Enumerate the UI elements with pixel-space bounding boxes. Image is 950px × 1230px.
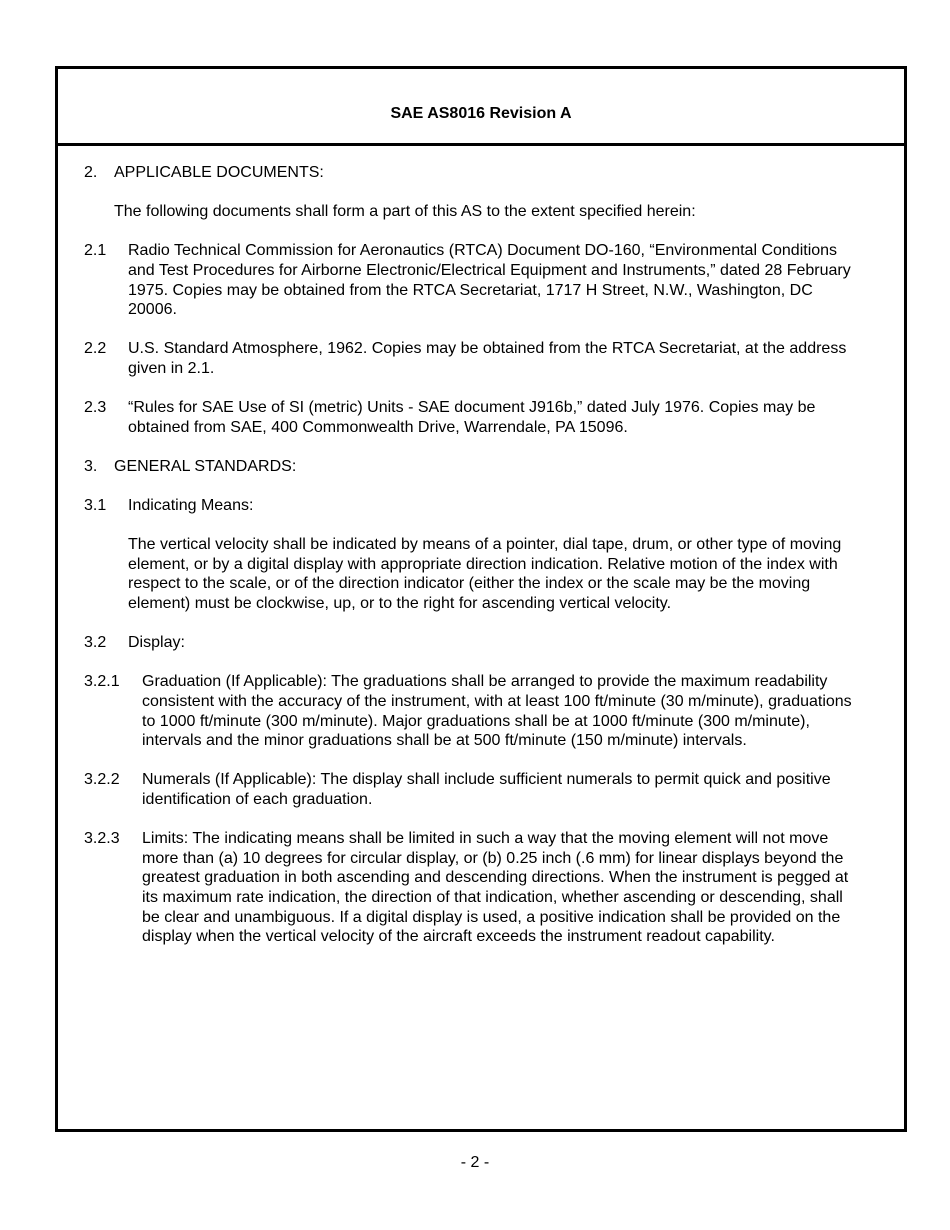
section-number: 3.2.2	[84, 771, 120, 789]
section-2-1	[84, 241, 884, 319]
section-heading: Indicating Means:	[128, 497, 254, 515]
section-text: “Rules for SAE Use of SI (metric) Units - SAE document J916b,” dated July 1976. Copies may be obtained from SAE, 400 Commonwealth Drive, Warrendale, PA 15096.	[128, 399, 816, 436]
section-number: 3.1	[84, 497, 107, 515]
section-3-2-1	[84, 672, 884, 750]
document-title: SAE AS8016 Revision A	[390, 105, 572, 122]
document-header	[58, 69, 904, 146]
section-number: 2.	[84, 164, 98, 181]
section-2-2	[84, 339, 884, 378]
section-text: U.S. Standard Atmosphere, 1962. Copies may be obtained from the RTCA Secretariat, at the address given in 2.1.	[128, 340, 847, 377]
section-heading: APPLICABLE DOCUMENTS:	[114, 164, 324, 181]
section-text: Limits: The indicating means shall be limited in such a way that the moving element will not move more than (a) 10 degrees for circular display, or (b) 0.25 inch (.6 mm) for linear displays beyond the greatest graduation in both ascending and descending directions. When the instrument is pegged at its maximum rate indication, the direction of that indication, whether ascending or descending, shall be clear and unambiguous. If a digital display is used, a positive indication shall be provided on the display when the vertical velocity of the aircraft exceeds the instrument readout capability.	[142, 830, 849, 946]
section-number: 3.	[84, 457, 98, 475]
section-text: Graduation (If Applicable): The graduations shall be arranged to provide the maximum readability consistent with the accuracy of the instrument, with at least 100 ft/minute (30 m/minute), graduations to 1000 ft/minute (300 m/minute). Major graduations shall be at 1000 ft/minute (300 m/minute), intervals and the minor graduations shall be at 500 ft/minute (150 m/minute) intervals.	[142, 673, 852, 750]
section-number: 2.2	[84, 340, 107, 358]
section-number: 2.1	[84, 242, 107, 260]
section-number: 2.3	[84, 399, 107, 417]
section-3-2-heading	[84, 633, 884, 653]
page-frame	[55, 66, 907, 1132]
section-2-3	[84, 398, 884, 437]
section-heading: GENERAL STANDARDS:	[114, 457, 297, 475]
section-2-heading	[84, 163, 884, 183]
section-number: 3.2.1	[84, 673, 120, 691]
section-2-intro: The following documents shall form a part of this AS to the extent specified herein:	[114, 203, 696, 221]
document-body	[84, 163, 884, 947]
section-number: 3.2	[84, 634, 107, 652]
section-heading: Display:	[128, 634, 185, 652]
section-3-1-text: The vertical velocity shall be indicated by means of a pointer, dial tape, drum, or other type of moving element, or by a digital display with appropriate direction indication. Relative motion of the index with respect to the scale, or of the direction indicator (either the index or the scale may be the moving element) must be clockwise, up, or to the right for ascending vertical velocity.	[128, 536, 842, 613]
section-3-heading	[84, 457, 884, 477]
page-number: - 2 -	[460, 1154, 490, 1171]
section-text: Radio Technical Commission for Aeronautics (RTCA) Document DO-160, “Environmental Conditions and Test Procedures for Airborne Electronic/Electrical Equipment and Instruments,” dated 28 February 1975. Copies may be obtained from the RTCA Secretariat, 1717 H Street, N.W., Washington, DC 20006.	[128, 242, 851, 319]
section-text: Numerals (If Applicable): The display shall include sufficient numerals to permit quick and positive identification of each graduation.	[142, 771, 831, 808]
section-3-2-2	[84, 770, 884, 809]
section-3-1-heading	[84, 496, 884, 516]
section-3-2-3	[84, 829, 884, 947]
section-number: 3.2.3	[84, 830, 120, 848]
